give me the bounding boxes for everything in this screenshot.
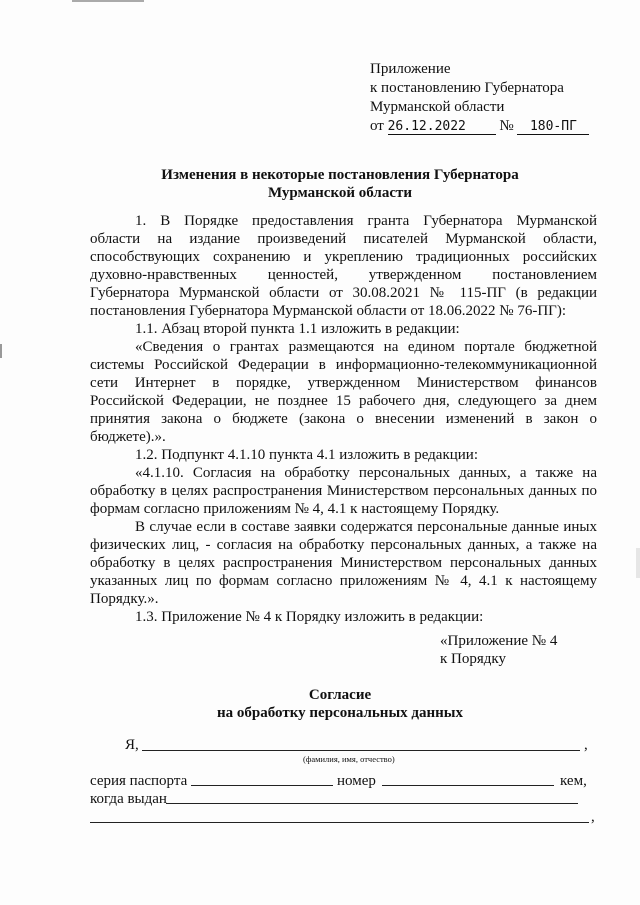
passport-series-label: серия паспорта — [90, 773, 188, 789]
passport-number-label: номер — [337, 773, 376, 789]
p1-line-6: постановления Губернатора Мурманской области от 18.06.2022 № 76-ПГ): — [90, 303, 567, 319]
document-body — [90, 212, 597, 626]
appendix-line-2: к постановлению Губернатора — [370, 80, 564, 96]
p1-line-5: Губернатора Мурманской области от 30.08.2021 № 115-ПГ (в редакции — [90, 285, 597, 301]
p1-line-3: способствующих сохранению и укреплению традиционных российских — [90, 249, 597, 265]
p1-2-quote2-line-5: Порядку.». — [90, 591, 159, 607]
appendix4-line-1: «Приложение № 4 — [440, 633, 558, 649]
issued-when-label: когда выдан — [90, 791, 167, 807]
issued-when-field[interactable] — [166, 803, 578, 804]
p1-2-quote2-line-2: физических лиц, - согласия на обработку персональных данных, а также на — [90, 537, 597, 553]
p1-1-quote-line-5: принятия закона о бюджете (закона о внесении изменений в закон о — [90, 411, 597, 427]
p1-2-quote-line-3: формам согласно приложениям № 4, 4.1 к настоящему Порядку. — [90, 501, 500, 517]
ya-label: Я, — [125, 737, 139, 753]
p1-2-quote2-line-3: обработку в целях распространения Министерством персональных данных — [90, 555, 597, 571]
consent-title — [90, 686, 590, 722]
p1-2-quote-line-2: обработку в целях распространения Министерством персональных данных по — [90, 483, 597, 499]
p1-1-quote-line-1: «Сведения о грантах размещаются на едином портале бюджетной — [135, 339, 597, 355]
p1-1-quote-line-4: Российской Федерации, не позднее 15 рабочего дня, следующего за днем — [90, 393, 597, 409]
fio-comma: , — [584, 737, 588, 753]
p1-2-quote2-line-1: В случае если в составе заявки содержатся персональные данные иных — [135, 519, 597, 535]
scan-edge-mark — [636, 548, 640, 578]
appendix-from-label: от — [370, 118, 384, 134]
p1-3: 1.3. Приложение № 4 к Порядку изложить в редакции: — [135, 609, 484, 625]
fio-field[interactable] — [142, 750, 580, 751]
appendix-header — [370, 60, 589, 136]
p1-2: 1.2. Подпункт 4.1.10 пункта 4.1 изложить в редакции: — [135, 447, 478, 463]
appendix-date: 26.12.2022 — [388, 119, 496, 135]
p1-line-2: области на издание произведений писателей Мурманской области, — [90, 231, 597, 247]
p1-2-quote2-line-4: указанных лиц по формам согласно приложениям № 4, 4.1 к настоящему — [90, 573, 597, 589]
issued-by-label: кем, — [560, 773, 587, 789]
issued-comma: , — [591, 809, 595, 825]
document-title-line-1: Изменения в некоторые постановления Губернатора — [161, 167, 519, 183]
consent-title-line-2: на обработку персональных данных — [217, 705, 463, 721]
p1-1-quote-line-3: сети Интернет в порядке, утвержденном Министерством финансов — [90, 375, 597, 391]
p1-line-1: 1. В Порядке предоставления гранта Губернатора Мурманской — [135, 213, 597, 229]
scan-top-mark — [72, 0, 144, 2]
consent-title-line-1: Согласие — [308, 687, 372, 703]
appendix4-line-2: к Порядку — [440, 651, 506, 667]
appendix-line-1: Приложение — [370, 61, 451, 77]
issued-by-field[interactable] — [90, 822, 589, 823]
appendix-number: 180-ПГ — [517, 119, 589, 135]
scan-side-mark — [0, 344, 2, 358]
appendix-date-line — [370, 117, 589, 136]
p1-1-quote-line-6: бюджете).». — [90, 429, 166, 445]
fio-hint: (фамилия, имя, отчество) — [303, 754, 395, 764]
document-title — [90, 166, 590, 202]
document-title-line-2: Мурманской области — [267, 185, 413, 201]
p1-1: 1.1. Абзац второй пункта 1.1 изложить в редакции: — [135, 321, 460, 337]
appendix-line-3: Мурманской области — [370, 99, 505, 115]
passport-series-field[interactable] — [191, 785, 333, 786]
p1-1-quote-line-2: системы Российской Федерации в информационно-телекоммуникационной — [90, 357, 597, 373]
passport-number-field[interactable] — [382, 785, 554, 786]
appendix-no-label: № — [499, 118, 514, 134]
appendix4-header — [440, 632, 557, 668]
p1-2-quote-line-1: «4.1.10. Согласия на обработку персональных данных, а также на — [135, 465, 597, 481]
p1-line-4: духовно-нравственных ценностей, утвержденном постановлением — [90, 267, 597, 283]
